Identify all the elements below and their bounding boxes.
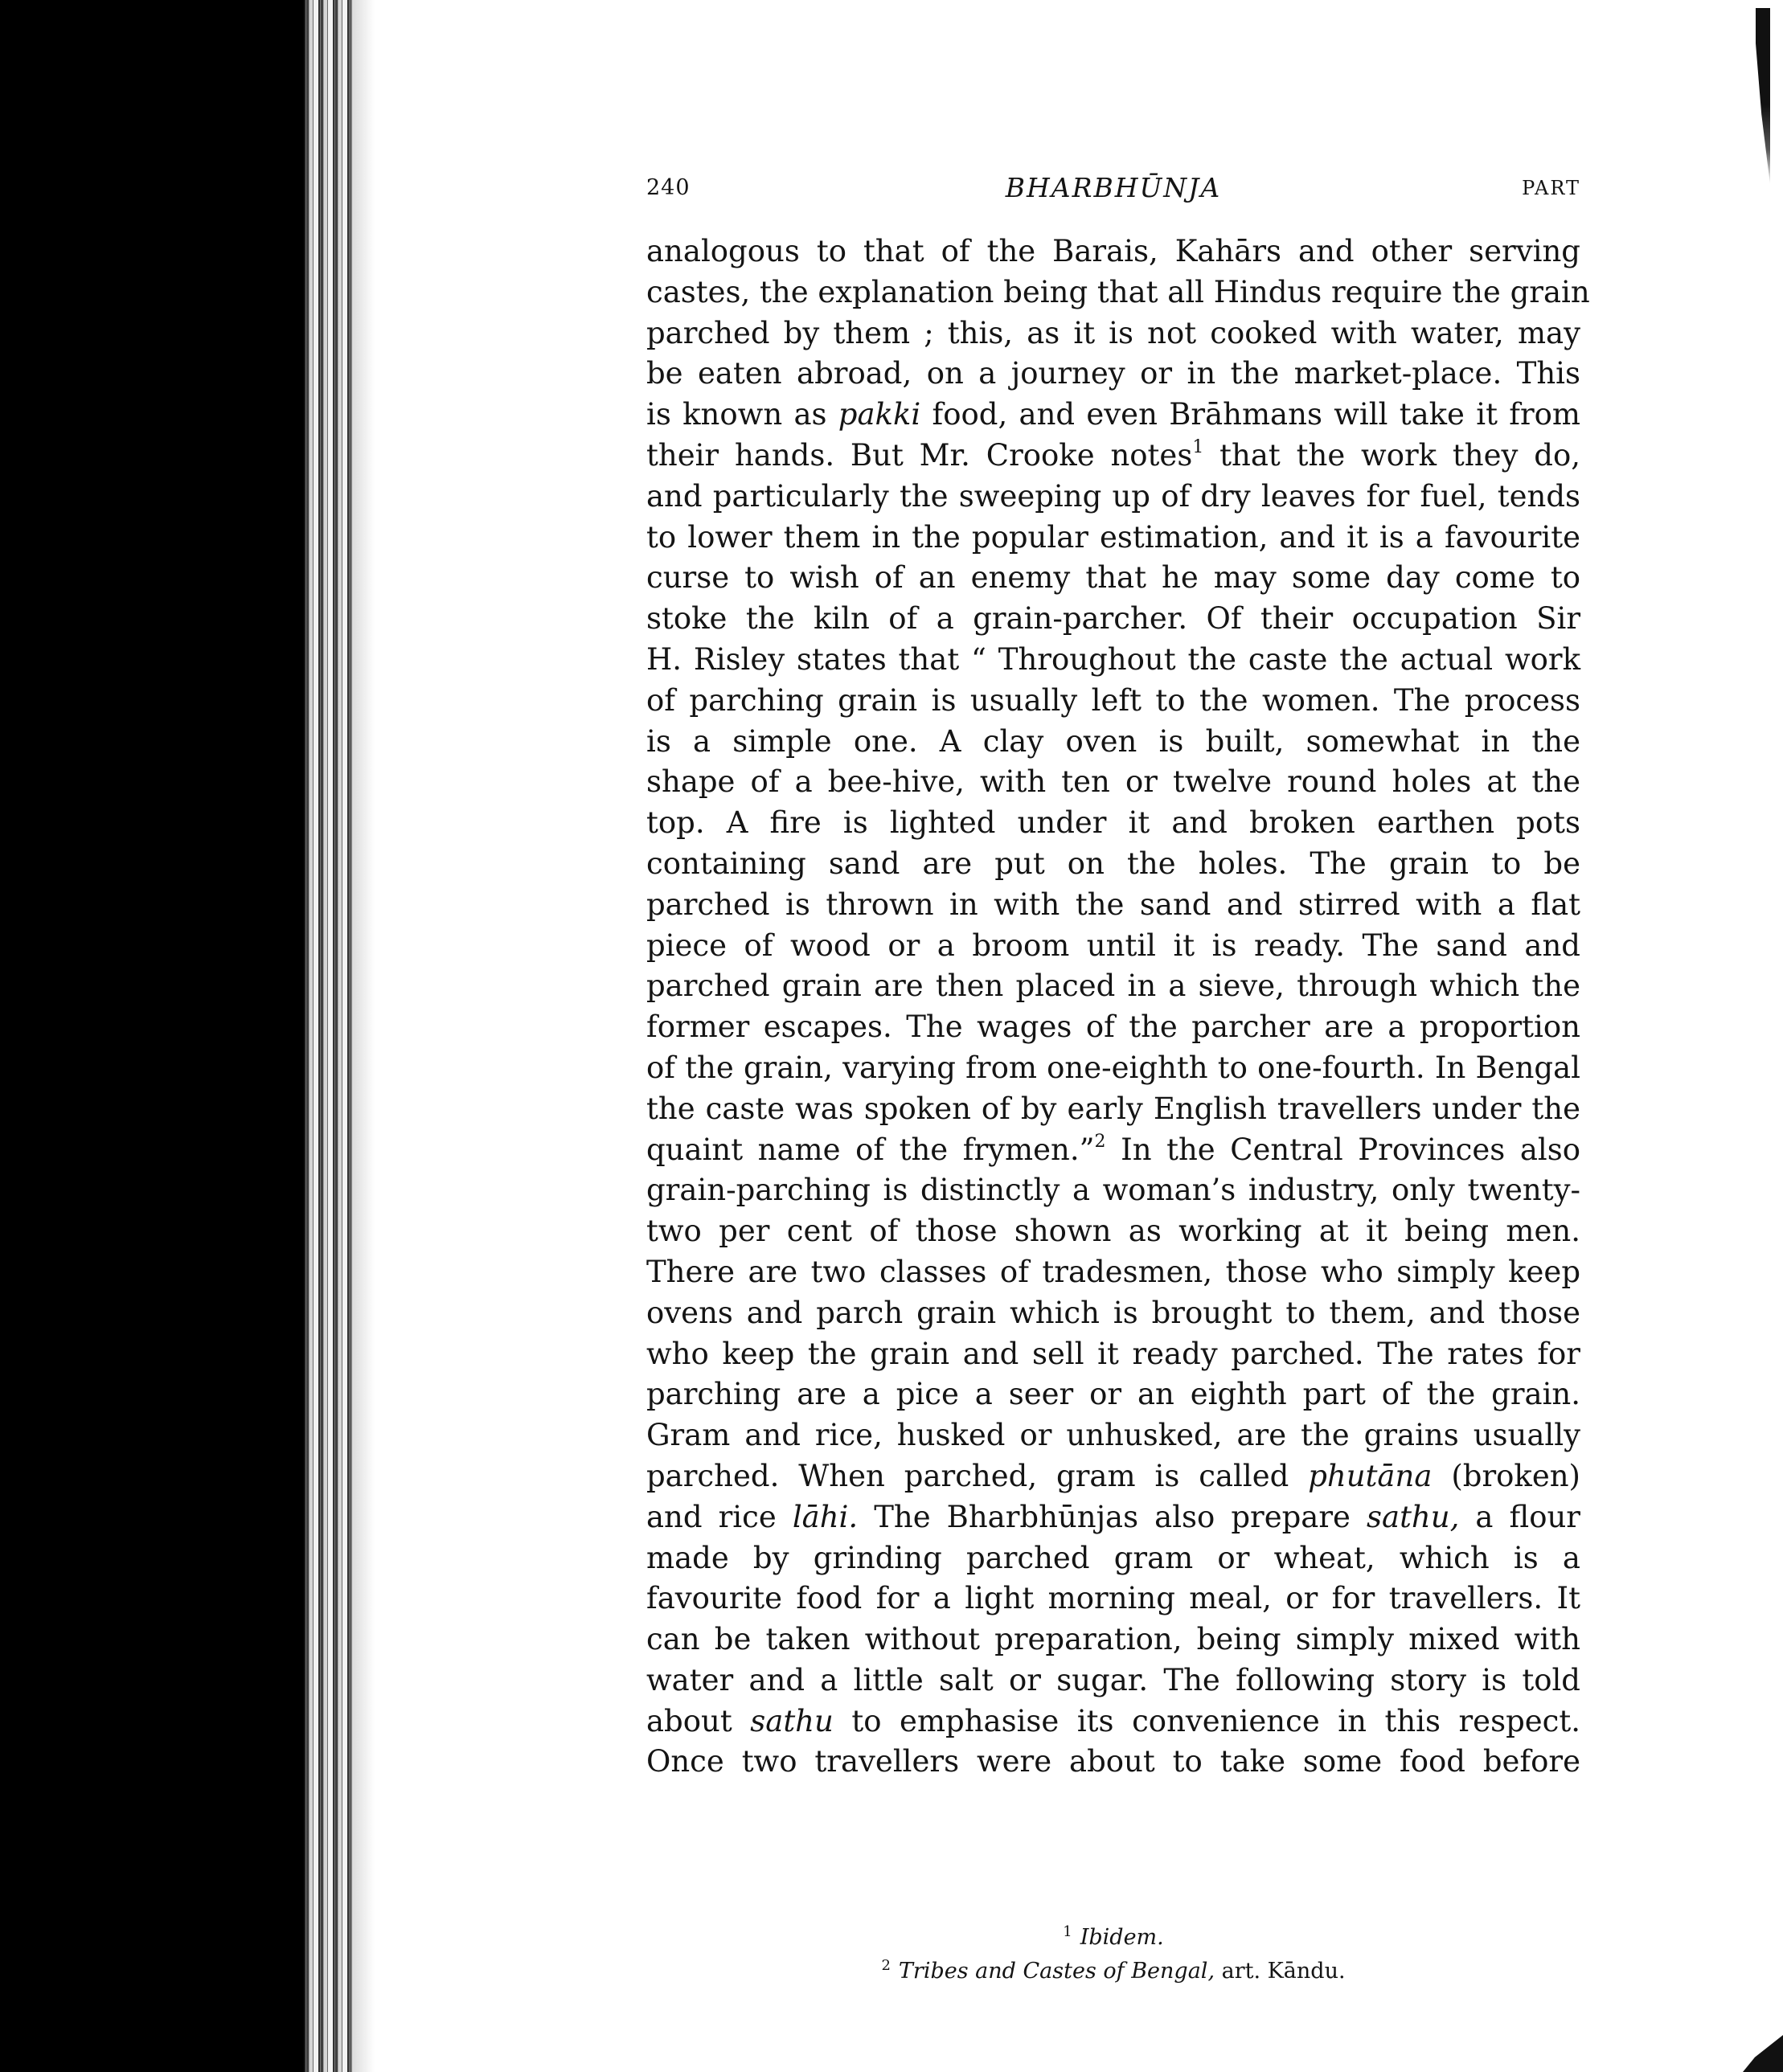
text-line: and particularly the sweeping up of dry leaves for fuel, tends bbox=[646, 478, 1580, 514]
text-line: quaint name of the frymen.”$^2$ In the Central Provinces also bbox=[646, 1131, 1580, 1167]
text-line: to lower them in the popular estimation, and it is a favourite bbox=[646, 519, 1580, 555]
footnote: $^2$ Tribes and Castes of Bengal, art. Kāndu. bbox=[881, 1957, 1346, 1984]
text-line: water and a little salt or sugar. The following story is told bbox=[646, 1662, 1580, 1697]
text-line: parched by them ; this, as it is not cooked with water, may bbox=[646, 315, 1580, 350]
footnotes bbox=[646, 1921, 1580, 1988]
page-number: 240 bbox=[646, 175, 691, 200]
text-line: H. Risley states that “ Throughout the caste the actual work bbox=[646, 641, 1580, 677]
part-label: PART bbox=[1522, 177, 1580, 199]
body-text bbox=[646, 231, 1590, 1783]
text-line: parching are a pice a seer or an eighth part of the grain. bbox=[646, 1377, 1580, 1412]
text-line: made by grinding parched gram or wheat, which is a bbox=[646, 1540, 1580, 1575]
text-line: parched is thrown in with the sand and stirred with a flat bbox=[646, 887, 1580, 922]
scan-artifact-bottom bbox=[1743, 2035, 1783, 2072]
text-line: Gram and rice, husked or unhusked, are the grains usually bbox=[646, 1418, 1580, 1453]
text-line: be eaten abroad, on a journey or in the market-place. This bbox=[646, 356, 1580, 391]
italic-term: Ibidem. bbox=[1080, 1925, 1164, 1950]
text-line: stoke the kiln of a grain-parcher. Of their occupation Sir bbox=[646, 601, 1580, 637]
footnote-number: 2 bbox=[881, 1957, 891, 1974]
text-line: who keep the grain and sell it ready parched. The rates for bbox=[646, 1336, 1580, 1371]
text-line: is known as pakki food, and even Brāhmans will take it from bbox=[646, 397, 1580, 432]
page-edge-shadow bbox=[304, 0, 352, 2072]
text-line: There are two classes of tradesmen, those who simply keep bbox=[646, 1254, 1580, 1289]
italic-term: sathu, bbox=[1367, 1499, 1460, 1534]
text-line: ovens and parch grain which is brought to them, and those bbox=[646, 1295, 1580, 1330]
text-line: former escapes. The wages of the parcher are a proportion bbox=[646, 1009, 1580, 1045]
footnote-number: 1 bbox=[1063, 1923, 1072, 1940]
italic-term: Tribes and Castes of Bengal, bbox=[898, 1959, 1215, 1984]
text-line: Once two travellers were about to take some food before bbox=[646, 1744, 1580, 1779]
text-line: is a simple one. A clay oven is built, somewhat in the bbox=[646, 723, 1580, 759]
text-line: can be taken without preparation, being simply mixed with bbox=[646, 1622, 1580, 1657]
text-line: two per cent of those shown as working at it being men. bbox=[646, 1214, 1580, 1249]
text-line: parched grain are then placed in a sieve, through which the bbox=[646, 968, 1580, 1004]
text-line: of the grain, varying from one-eighth to one-fourth. In Bengal bbox=[646, 1050, 1580, 1085]
text-line: grain-parching is distinctly a woman’s industry, only twenty- bbox=[646, 1173, 1580, 1208]
text-line: their hands. But Mr. Crooke notes$^1$ that the work they do, bbox=[646, 436, 1580, 473]
text-line: the caste was spoken of by early English travellers under the bbox=[646, 1091, 1580, 1126]
footnote-marker: 1 bbox=[1192, 436, 1204, 457]
gutter-fade bbox=[350, 0, 375, 2072]
italic-term: phutāna bbox=[1308, 1458, 1433, 1493]
text-line: analogous to that of the Barais, Kahārs and other serving bbox=[646, 234, 1580, 268]
footnote-marker: 2 bbox=[1094, 1131, 1106, 1152]
text-line: containing sand are put on the holes. The grain to be bbox=[646, 846, 1580, 881]
text-line: and rice lāhi. The Bharbhūnjas also prepare sathu, a flour bbox=[646, 1499, 1580, 1534]
text-line: parched. When parched, gram is called phutāna (broken) bbox=[646, 1458, 1580, 1493]
text-line: top. A fire is lighted under it and broken earthen pots bbox=[646, 805, 1580, 841]
scan-artifact-top bbox=[1756, 8, 1770, 185]
text-line: piece of wood or a broom until it is ready. The sand and bbox=[646, 927, 1580, 963]
italic-term: sathu bbox=[750, 1703, 834, 1738]
text-line: about sathu to emphasise its convenience in this respect. bbox=[646, 1703, 1581, 1738]
text-line: castes, the explanation being that all Hindus require the grain bbox=[646, 274, 1590, 309]
italic-term: pakki bbox=[838, 397, 921, 432]
running-title: BHARBHŪNJA bbox=[1005, 172, 1222, 203]
text-line: shape of a bee-hive, with ten or twelve round holes at the bbox=[646, 764, 1580, 800]
footnote bbox=[646, 1921, 1580, 1955]
book-gutter bbox=[0, 0, 305, 2072]
text-line: of parching grain is usually left to the women. The process bbox=[646, 682, 1580, 718]
italic-term: lāhi. bbox=[792, 1499, 859, 1534]
text-line: curse to wish of an enemy that he may some day come to bbox=[646, 560, 1580, 596]
running-header bbox=[646, 172, 1580, 207]
text-line: favourite food for a light morning meal, or for travellers. It bbox=[646, 1581, 1580, 1616]
